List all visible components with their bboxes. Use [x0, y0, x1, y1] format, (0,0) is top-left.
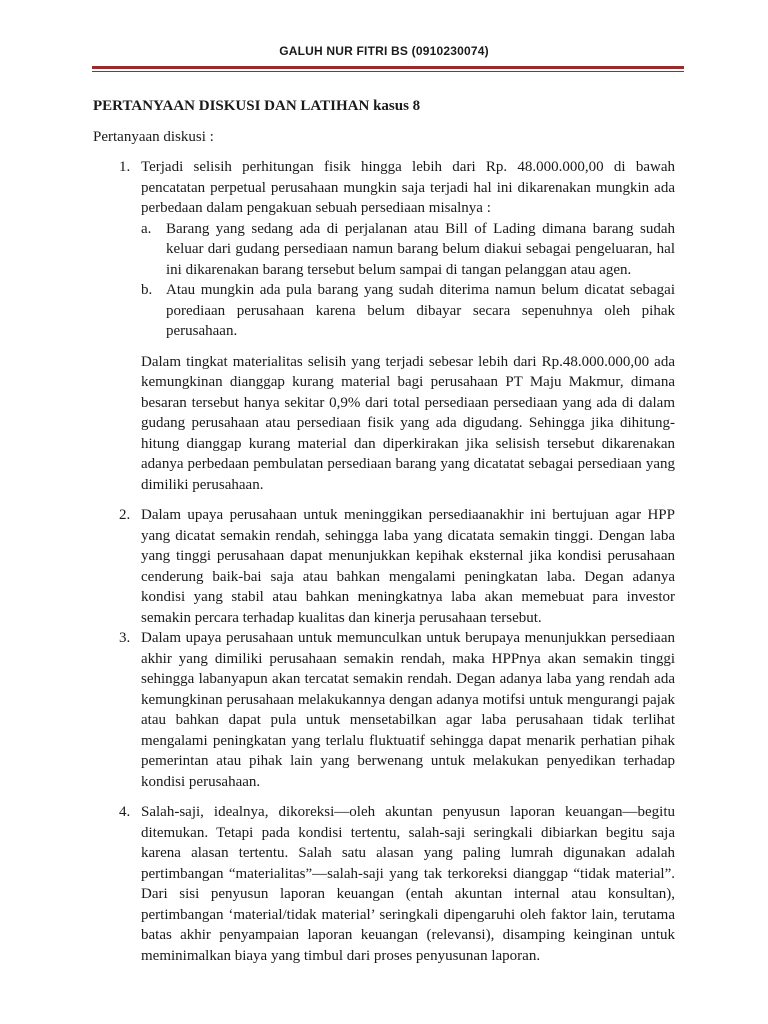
- question-text: Dalam upaya perusahaan untuk meninggikan persediaanakhir ini bertujuan agar HPP yang dicatat semakin rendah, sehingga laba yang dicatata semakin tinggi. Dengan laba yang tinggi perusahaan dapat menunjukkan kepihak eksternal jika kondisi perusahaan cenderung baik-bai saja atau bahkan mengalami peningkatan laba. Degan adanya kondisi yang stabil atau bahkan meningkatnya laba akan memebuat para investor semakin percara terhadap kualitas dan kinerja perusahaan tersebut.: [141, 507, 675, 626]
- question-number: 3.: [119, 630, 131, 646]
- question-number: 2.: [119, 507, 131, 523]
- question-text: Salah-saji, idealnya, dikoreksi—oleh akuntan penyusun laporan keuangan—begitu ditemukan. Tetapi pada kondisi tertentu, salah-saji seringkali dibiarkan begitu saja karena alasan tertentu. Salah satu alasan yang paling lumrah digunakan adalah pertimbangan “materialitas”—salah-saji yang tak terkoreksi dianggap “tidak material”. Dari sisi penyusun laporan keuangan (entah akuntan internal atau konsultan), pertimbangan ‘material/tidak material’ seringkali dipengaruhi oleh faktor lain, terutama batas akhir penyampaian laporan keuangan (relevansi), disamping keinginan untuk meminimalkan biaya yang timbul dari proses penyusunan laporan.: [141, 804, 675, 964]
- header-rule-thick: [92, 66, 684, 69]
- question-1: [93, 157, 675, 495]
- document-title: PERTANYAAN DISKUSI DAN LATIHAN kasus 8: [93, 98, 421, 114]
- sub-item-b: [141, 280, 675, 342]
- question-number: 1.: [119, 159, 131, 175]
- question-paragraph: Dalam tingkat materialitas selisih yang terjadi sebesar lebih dari Rp.48.000.000,00 ada kemungkinan dianggap kurang material bagi perusahaan PT Maju Makmur, dimana besaran tersebut hanya sekitar 0,9% dari total persediaan persediaan yang ada di dalam gudang perusahaan atau persediaan fisik yang ada digudang. Sehingga jika dihitung-hitung dianggap kurang material dan diperkirakan jika selisish tersebut dikarenakan adanya perbedaan pembulatan persediaan barang yang dicatatat sebagai persediaan yang dimiliki perusahaan.: [141, 353, 675, 493]
- sub-item-letter: a.: [141, 220, 152, 237]
- document-body: [93, 96, 675, 966]
- question-2: [93, 505, 675, 628]
- document-header: GALUH NUR FITRI BS (0910230074): [279, 44, 489, 58]
- question-number: 4.: [119, 804, 131, 820]
- question-text: Terjadi selisih perhitungan fisik hingga lebih dari Rp. 48.000.000,00 di bawah pencatatan perpetual perusahaan mungkin saja terjadi hal ini dikarenakan mungkin ada perbedaan dalam pengakuan sebuah persediaan misalnya :: [141, 159, 675, 216]
- sub-item-text: Barang yang sedang ada di perjalanan atau Bill of Lading dimana barang sudah keluar dari gudang persediaan namun barang belum diakui sebagai pengeluaran, hal ini dikarenakan barang tersebut belum sampai di tangan pelanggan atau agen.: [166, 220, 675, 278]
- question-3: [93, 628, 675, 792]
- sub-list: [141, 219, 675, 342]
- header-rule-thin: [92, 71, 684, 72]
- question-4: [93, 802, 675, 966]
- sub-item-a: [141, 219, 675, 281]
- sub-item-letter: b.: [141, 282, 153, 298]
- question-text: Dalam upaya perusahaan untuk memunculkan untuk berupaya menunjukkan persediaan akhir yang dimiliki perusahaan semakin rendah, maka HPPnya akan semakin tinggi sehingga labanyapun akan tercatat semakin rendah. Degan adanya laba yang rendah ada kemungkinan perusahaan melakukannya dengan adanya motifsi untuk mengurangi pajak atau bahkan dapat pula untuk mensetabilkan agar laba perusahaan tidak terlihat mengalami peningkatan yang terlalu fluktuatif sehingga dapat menarik perhatian pihak pemerintan atau pihak lain yang berwenang untuk melakukan penyedikan terhadap kondisi perusahaan.: [141, 630, 675, 790]
- sub-item-text: Atau mungkin ada pula barang yang sudah diterima namun belum dicatat sebagai porediaan perusahaan karena belum dibayar secara sepenuhnya oleh pihak perusahaan.: [166, 282, 675, 339]
- section-subtitle: Pertanyaan diskusi :: [93, 128, 214, 145]
